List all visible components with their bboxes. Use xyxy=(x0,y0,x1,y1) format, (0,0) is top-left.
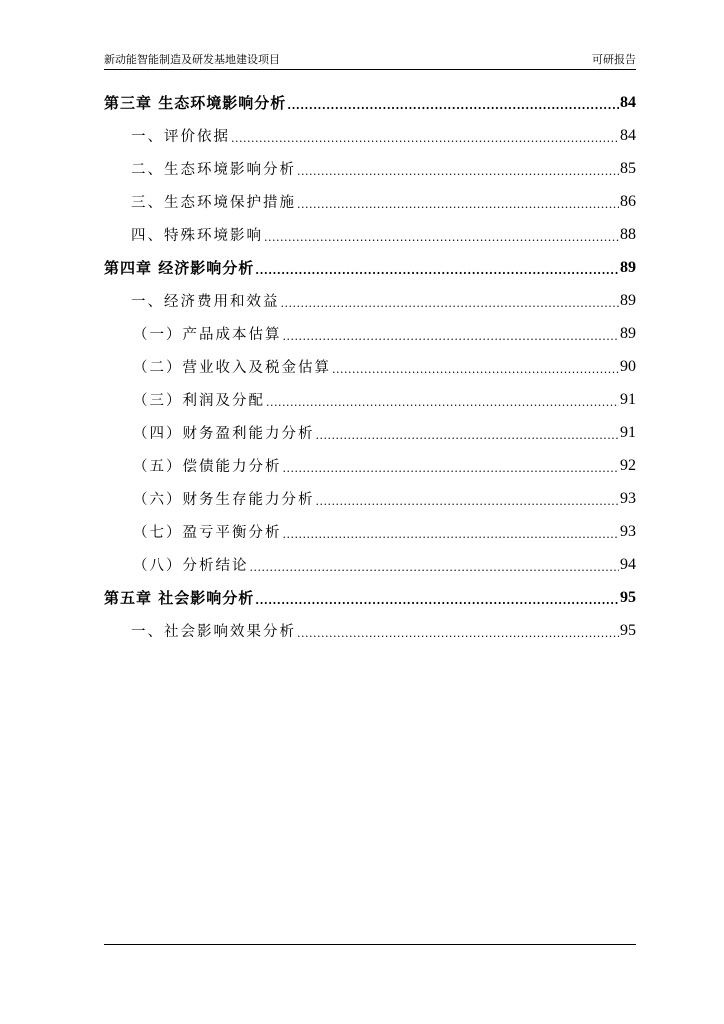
toc-page-number: 86 xyxy=(620,192,636,210)
toc-leader-dots xyxy=(250,561,620,575)
toc-leader-dots xyxy=(316,495,620,509)
toc-page-number: 89 xyxy=(620,324,636,342)
toc-page-number: 93 xyxy=(620,522,636,540)
toc-page-number: 89 xyxy=(620,291,636,309)
toc-leader-dots xyxy=(297,165,619,179)
toc-entry-label: 第四章 经济影响分析 xyxy=(104,259,255,277)
toc-page-number: 84 xyxy=(620,93,636,111)
toc-entry-section[interactable] xyxy=(104,284,636,317)
toc-leader-dots xyxy=(264,231,619,245)
toc-page-number: 94 xyxy=(620,555,636,573)
toc-page-number: 93 xyxy=(620,489,636,507)
toc-entry-label: 一、评价依据 xyxy=(131,129,230,145)
toc-page-number: 84 xyxy=(620,126,636,144)
toc-leader-dots xyxy=(283,528,620,542)
table-of-contents xyxy=(104,86,636,647)
toc-entry-label: 一、社会影响效果分析 xyxy=(131,624,296,640)
header-project-title: 新动能智能制造及研发基地建设项目 xyxy=(104,53,280,66)
toc-leader-dots xyxy=(281,297,620,311)
toc-page-number: 91 xyxy=(620,423,636,441)
toc-leader-dots xyxy=(287,99,619,113)
toc-page-number: 92 xyxy=(620,456,636,474)
toc-entry-label: （五）偿债能力分析 xyxy=(133,459,282,475)
page-header xyxy=(104,51,636,68)
toc-entry-label: 第五章 社会影响分析 xyxy=(104,589,255,607)
toc-entry-label: （一）产品成本估算 xyxy=(133,327,282,343)
toc-leader-dots xyxy=(283,330,620,344)
toc-entry-subsection[interactable] xyxy=(104,350,636,383)
toc-entry-subsection[interactable] xyxy=(104,449,636,482)
toc-leader-dots xyxy=(255,264,619,278)
toc-entry-subsection[interactable] xyxy=(104,317,636,350)
toc-entry-chapter-3[interactable] xyxy=(104,86,636,119)
toc-entry-subsection[interactable] xyxy=(104,416,636,449)
toc-page-number: 88 xyxy=(620,225,636,243)
toc-entry-label: 二、生态环境影响分析 xyxy=(131,162,296,178)
toc-leader-dots xyxy=(283,462,620,476)
toc-leader-dots xyxy=(316,429,620,443)
toc-entry-label: 四、特殊环境影响 xyxy=(131,228,263,244)
toc-page-number: 95 xyxy=(620,588,636,606)
toc-entry-label: （六）财务生存能力分析 xyxy=(133,492,315,508)
toc-page-number: 90 xyxy=(620,357,636,375)
toc-entry-chapter-5[interactable] xyxy=(104,581,636,614)
toc-leader-dots xyxy=(297,627,619,641)
toc-page-number: 85 xyxy=(620,159,636,177)
toc-entry-label: （八）分析结论 xyxy=(133,558,249,574)
toc-entry-chapter-4[interactable] xyxy=(104,251,636,284)
toc-leader-dots xyxy=(297,198,619,212)
footer-rule xyxy=(104,944,636,945)
toc-page-number: 95 xyxy=(620,621,636,639)
toc-entry-subsection[interactable] xyxy=(104,383,636,416)
toc-entry-label: （二）营业收入及税金估算 xyxy=(133,360,331,376)
toc-page-number: 91 xyxy=(620,390,636,408)
toc-entry-subsection[interactable] xyxy=(104,482,636,515)
toc-page-number: 89 xyxy=(620,258,636,276)
toc-entry-section[interactable] xyxy=(104,185,636,218)
toc-entry-subsection[interactable] xyxy=(104,515,636,548)
toc-entry-section[interactable] xyxy=(104,119,636,152)
toc-entry-label: （四）财务盈利能力分析 xyxy=(133,426,315,442)
toc-entry-label: 三、生态环境保护措施 xyxy=(131,195,296,211)
toc-entry-label: （三）利润及分配 xyxy=(133,393,265,409)
toc-entry-label: （七）盈亏平衡分析 xyxy=(133,525,282,541)
toc-entry-label: 一、经济费用和效益 xyxy=(131,294,280,310)
toc-entry-subsection[interactable] xyxy=(104,548,636,581)
toc-leader-dots xyxy=(255,594,619,608)
toc-entry-label: 第三章 生态环境影响分析 xyxy=(104,94,287,112)
header-doc-type: 可研报告 xyxy=(592,53,636,66)
toc-leader-dots xyxy=(332,363,619,377)
toc-leader-dots xyxy=(231,132,619,146)
toc-entry-section[interactable] xyxy=(104,218,636,251)
toc-entry-section[interactable] xyxy=(104,614,636,647)
toc-entry-section[interactable] xyxy=(104,152,636,185)
header-rule xyxy=(104,69,636,70)
toc-leader-dots xyxy=(266,396,619,410)
